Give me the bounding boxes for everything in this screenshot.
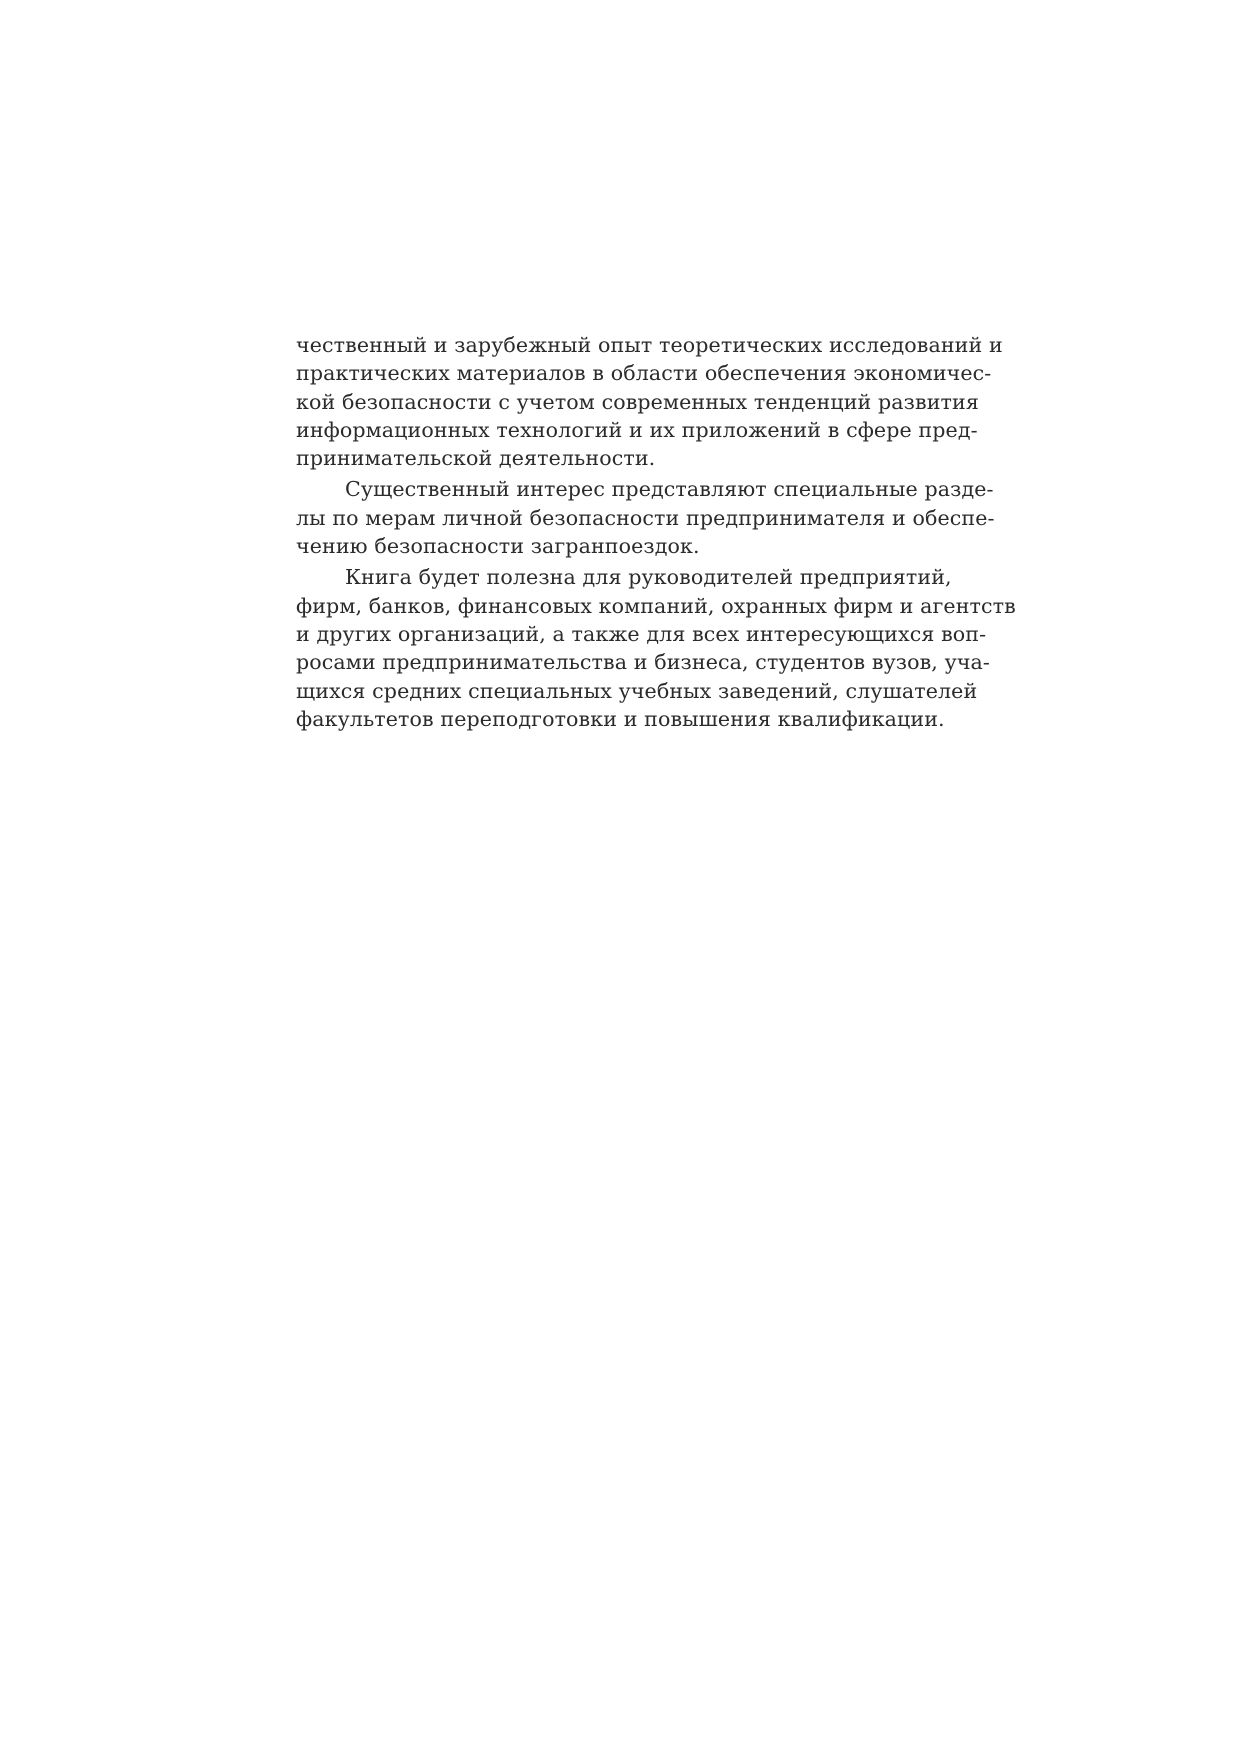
body-text — [296, 331, 1016, 733]
text-line: информационных технологий и их приложений в сфере пред- — [296, 417, 978, 442]
paragraph-3 — [296, 563, 1016, 733]
text-line: фирм, банков, финансовых компаний, охранных фирм и агентств — [296, 593, 1016, 618]
text-line: лы по мерам личной безопасности предпринимателя и обеспе- — [296, 505, 995, 530]
text-line: щихся средних специальных учебных заведений, слушателей — [296, 678, 978, 703]
text-line: Книга будет полезна для руководителей предприятий, — [345, 565, 952, 590]
text-line: Существенный интерес представляют специальные разде- — [345, 477, 994, 502]
text-line: чению безопасности загранпоездок. — [296, 534, 700, 559]
text-line: росами предпринимательства и бизнеса, студентов вузов, уча- — [296, 650, 990, 675]
text-line: и других организаций, а также для всех интересующихся воп- — [296, 621, 987, 646]
text-line: чественный и зарубежный опыт теоретических исследований и — [296, 333, 1003, 357]
paragraph-2 — [296, 475, 1004, 560]
text-line: принимательской деятельности. — [296, 446, 656, 471]
text-line: практических материалов в области обеспечения экономичес- — [296, 361, 992, 386]
paragraph-1 — [296, 331, 1004, 472]
text-line: факультетов переподготовки и повышения квалификации. — [296, 706, 945, 731]
text-line: кой безопасности с учетом современных тенденций развития — [296, 389, 979, 414]
